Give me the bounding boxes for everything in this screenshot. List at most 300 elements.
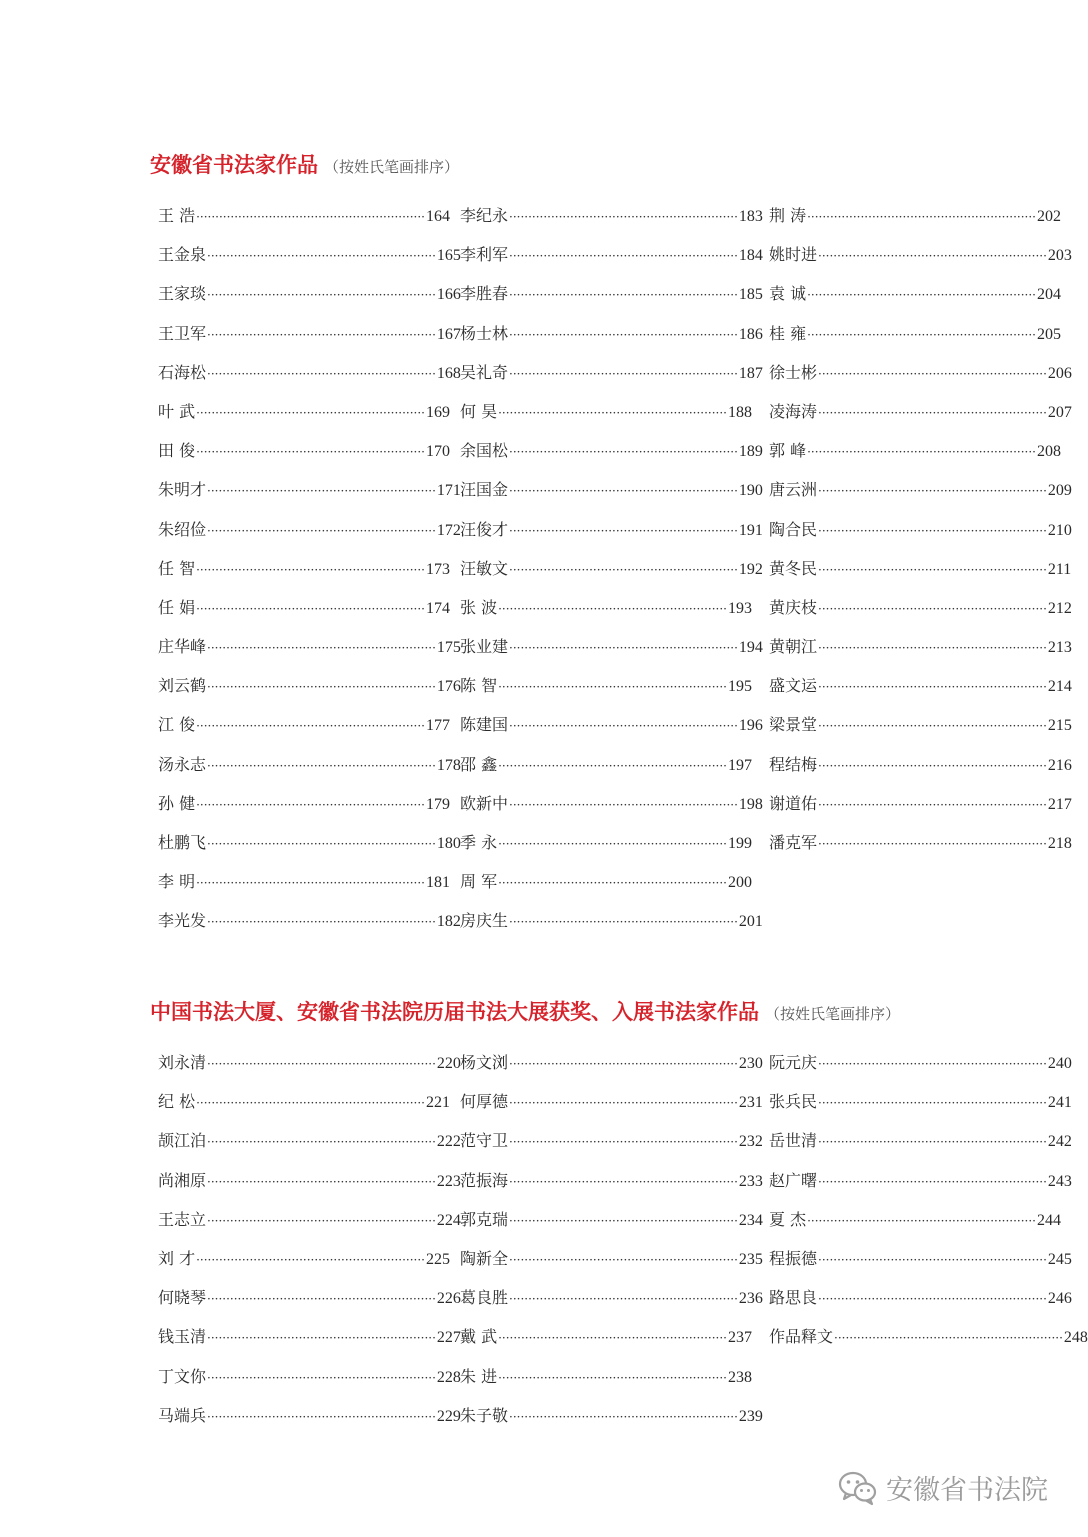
toc-entry-page: 173: [425, 560, 450, 578]
toc-entry-name: 岳世清: [769, 1131, 818, 1151]
toc-entry-name: 黄朝江: [769, 637, 818, 657]
toc-entry-page: 243: [1047, 1172, 1072, 1190]
toc-entry-page: 201: [738, 913, 763, 931]
toc-leader-dots: ····························································: [818, 1252, 1047, 1267]
toc-entry: [460, 1087, 763, 1126]
toc-entry: [460, 1048, 763, 1087]
toc-leader-dots: ····························································: [509, 445, 738, 460]
toc-entry: [158, 1244, 450, 1283]
toc-entry: [769, 750, 1072, 789]
toc-entry-name: 陶新全: [460, 1248, 509, 1268]
toc-entry: [769, 1166, 1072, 1205]
toc-entry-page: 223: [436, 1172, 461, 1190]
toc-entry-page: 171: [436, 482, 461, 500]
toc-entry-page: 166: [436, 286, 461, 304]
toc-entry-name: 黄庆枝: [769, 597, 818, 617]
toc-entry: [158, 1048, 461, 1087]
toc-entry-name: 朱明才: [158, 480, 207, 500]
toc-entry: [158, 1126, 461, 1165]
toc-entry: [769, 1048, 1072, 1087]
toc-entry-name: 李光发: [158, 911, 207, 931]
toc-entry-page: 212: [1047, 599, 1072, 617]
toc-entry: [158, 475, 461, 514]
toc-entry-page: 172: [436, 521, 461, 539]
toc-entry-name: 房庆生: [460, 911, 509, 931]
toc-entry-page: 170: [425, 443, 450, 461]
toc-entry-name: 纪 松: [158, 1092, 196, 1112]
toc-leader-dots: ····························································: [509, 1409, 738, 1424]
toc-entry-page: 245: [1047, 1250, 1072, 1268]
toc-entry-page: 227: [436, 1329, 461, 1347]
toc-leader-dots: ····························································: [207, 1370, 436, 1385]
toc-entry-name: 何晓琴: [158, 1288, 207, 1308]
toc-entry: [460, 906, 763, 945]
toc-entry: [460, 397, 752, 436]
toc-column-1: [158, 201, 461, 946]
toc-entry-page: 179: [425, 795, 450, 813]
toc-leader-dots: ····························································: [509, 210, 738, 224]
section-title-note: （按姓氏笔画排序）: [765, 1005, 901, 1023]
toc-entry: [460, 671, 752, 710]
toc-leader-dots: ····························································: [196, 1252, 425, 1267]
toc-entry-name: 吴礼奇: [460, 362, 509, 382]
toc-leader-dots: ····························································: [207, 915, 436, 930]
toc-entry: [769, 1322, 1088, 1361]
toc-entry-page: 216: [1047, 756, 1072, 774]
toc-leader-dots: ····························································: [818, 366, 1047, 381]
toc-leader-dots: ····························································: [207, 758, 436, 773]
toc-entry-page: 222: [436, 1133, 461, 1151]
toc-entry-name: 郭克瑞: [460, 1209, 509, 1229]
toc-entry-name: 程振德: [769, 1248, 818, 1268]
toc-entry-name: 马端兵: [158, 1405, 207, 1425]
toc-entry: [460, 436, 763, 475]
toc-entry-name: 何厚德: [460, 1092, 509, 1112]
toc-entry-page: 241: [1047, 1094, 1072, 1112]
toc-entry: [460, 632, 763, 671]
toc-entry-page: 196: [738, 717, 763, 735]
section-title: [150, 150, 459, 182]
toc-leader-dots: ····························································: [807, 327, 1036, 342]
toc-entry: [460, 1283, 763, 1322]
toc-entry-page: 189: [738, 443, 763, 461]
toc-entry-page: 165: [436, 247, 461, 265]
toc-leader-dots: ····························································: [498, 680, 727, 695]
toc-leader-dots: ····························································: [509, 1096, 738, 1111]
toc-entry: [158, 1322, 461, 1361]
toc-entry-page: 233: [738, 1172, 763, 1190]
toc-leader-dots: ····························································: [207, 249, 436, 264]
toc-entry: [460, 1401, 763, 1440]
section-title-text: 安徽省书法家作品: [150, 153, 318, 177]
toc-entry: [158, 358, 461, 397]
toc-entry: [460, 1362, 752, 1401]
toc-leader-dots: ····························································: [818, 1096, 1047, 1111]
toc-entry-name: 杨文浏: [460, 1053, 509, 1072]
toc-leader-dots: ····························································: [196, 876, 425, 891]
wechat-icon: [838, 1470, 878, 1506]
toc-entry-name: 袁 诚: [769, 284, 807, 304]
toc-leader-dots: ····························································: [509, 249, 738, 264]
toc-entry-page: 214: [1047, 678, 1072, 696]
toc-entry-name: 杜鹏飞: [158, 833, 207, 852]
toc-entry-page: 206: [1047, 364, 1072, 382]
toc-entry-name: 余国松: [460, 441, 509, 461]
toc-entry-page: 234: [738, 1211, 763, 1229]
toc-entry-name: 陈建国: [460, 715, 509, 735]
toc-entry: [460, 750, 752, 789]
toc-leader-dots: ····························································: [807, 288, 1036, 303]
toc-entry-page: 194: [738, 639, 763, 657]
toc-leader-dots: ····························································: [818, 1292, 1047, 1307]
toc-entry-page: 185: [738, 286, 763, 304]
toc-entry-page: 209: [1047, 482, 1072, 500]
toc-entry-name: 欧新中: [460, 793, 509, 813]
toc-leader-dots: ····························································: [207, 1135, 436, 1150]
toc-entry-page: 236: [738, 1290, 763, 1308]
toc-leader-dots: ····························································: [509, 1252, 738, 1267]
toc-entry: [158, 671, 461, 710]
toc-entry: [460, 593, 752, 632]
toc-entry-page: 177: [425, 717, 450, 735]
toc-leader-dots: ····························································: [818, 1057, 1047, 1071]
toc-entry-page: 238: [727, 1368, 752, 1386]
toc-entry: [769, 397, 1072, 436]
toc-leader-dots: ····························································: [818, 562, 1047, 577]
toc-entry-page: 232: [738, 1133, 763, 1151]
toc-entry-page: 200: [727, 874, 752, 892]
toc-entry-page: 239: [738, 1407, 763, 1425]
toc-leader-dots: ····························································: [498, 758, 727, 773]
toc-entry-name: 丁文你: [158, 1366, 207, 1386]
toc-entry: [158, 279, 461, 318]
toc-leader-dots: ····························································: [509, 797, 738, 812]
toc-leader-dots: ····························································: [509, 288, 738, 303]
toc-entry-page: 178: [436, 756, 461, 774]
toc-entry-name: 汤永志: [158, 754, 207, 774]
toc-entry-name: 杨士林: [460, 323, 509, 343]
toc-entry-page: 191: [738, 521, 763, 539]
toc-entry: [769, 828, 1072, 867]
toc-entry-name: 邵 鑫: [460, 754, 498, 774]
toc-leader-dots: ····························································: [207, 1174, 436, 1189]
toc-entry: [460, 554, 763, 593]
toc-leader-dots: ····························································: [207, 288, 436, 303]
toc-entry-page: 208: [1036, 443, 1061, 461]
toc-leader-dots: ····························································: [207, 641, 436, 656]
toc-entry-page: 237: [727, 1329, 752, 1347]
toc-entry: [158, 1401, 461, 1440]
toc-entry: [460, 789, 763, 828]
toc-entry-page: 230: [738, 1055, 763, 1072]
toc-entry-name: 王家琰: [158, 284, 207, 304]
toc-entry-name: 季 永: [460, 833, 498, 852]
toc-entry: [158, 240, 461, 279]
toc-entry-name: 颉江泊: [158, 1131, 207, 1151]
toc-entry-name: 朱子敬: [460, 1405, 509, 1425]
toc-entry: [158, 201, 450, 240]
toc-leader-dots: ····························································: [196, 1096, 425, 1111]
toc-entry-page: 186: [738, 325, 763, 343]
toc-leader-dots: ····························································: [509, 1135, 738, 1150]
toc-entry: [769, 1126, 1072, 1165]
toc-entry-page: 220: [436, 1055, 461, 1072]
toc-entry-page: 204: [1036, 286, 1061, 304]
toc-leader-dots: ····························································: [196, 601, 425, 616]
toc-entry-name: 徐士彬: [769, 362, 818, 382]
toc-entry-page: 195: [727, 678, 752, 696]
toc-entry-name: 路思良: [769, 1288, 818, 1308]
toc-leader-dots: ····························································: [498, 601, 727, 616]
toc-entry: [769, 240, 1072, 279]
toc-leader-dots: ····························································: [509, 1292, 738, 1307]
toc-entry-page: 218: [1047, 835, 1072, 852]
toc-leader-dots: ····························································: [207, 1213, 436, 1228]
toc-entry-page: 224: [436, 1211, 461, 1229]
toc-entry: [769, 671, 1072, 710]
toc-entry-name: 周 军: [460, 872, 498, 892]
toc-entry: [769, 475, 1072, 514]
toc-entry-name: 任 智: [158, 558, 196, 578]
toc-entry-name: 何 昊: [460, 401, 498, 421]
toc-entry-page: 242: [1047, 1133, 1072, 1151]
toc-entry: [460, 1244, 763, 1283]
toc-leader-dots: ····························································: [207, 1331, 436, 1346]
toc-entry-page: 229: [436, 1407, 461, 1425]
toc-entry: [769, 319, 1061, 358]
toc-entry: [769, 279, 1061, 318]
toc-leader-dots: ····························································: [196, 445, 425, 460]
toc-leader-dots: ····························································: [818, 523, 1047, 538]
toc-entry-name: 刘 才: [158, 1248, 196, 1268]
toc-entry-page: 181: [425, 874, 450, 892]
toc-entry-name: 戴 武: [460, 1327, 498, 1347]
toc-leader-dots: ····························································: [818, 1135, 1047, 1150]
toc-entry-name: 庄华峰: [158, 637, 207, 657]
toc-entry: [158, 789, 450, 828]
toc-leader-dots: ····························································: [818, 601, 1047, 616]
toc-entry: [158, 906, 461, 945]
toc-entry: [460, 867, 752, 906]
toc-leader-dots: ····························································: [207, 680, 436, 695]
toc-leader-dots: ····························································: [818, 719, 1047, 734]
toc-entry: [158, 1283, 461, 1322]
toc-entry-name: 陶合民: [769, 519, 818, 539]
toc-column-2: [460, 201, 763, 946]
toc-entry-page: 225: [425, 1250, 450, 1268]
toc-entry-name: 王志立: [158, 1209, 207, 1229]
toc-entry: [460, 201, 763, 240]
toc-entry: [460, 1322, 752, 1361]
toc-entry-name: 姚时进: [769, 245, 818, 265]
toc-entry-page: 184: [738, 247, 763, 265]
toc-leader-dots: ····························································: [509, 484, 738, 499]
toc-entry: [460, 475, 763, 514]
toc-entry-page: 207: [1047, 403, 1072, 421]
toc-entry-name: 桂 雍: [769, 323, 807, 343]
toc-entry: [460, 279, 763, 318]
toc-entry-page: 210: [1047, 521, 1072, 539]
toc-entry-name: 王 浩: [158, 206, 196, 225]
toc-entry-page: 213: [1047, 639, 1072, 657]
toc-entry: [769, 1283, 1072, 1322]
toc-leader-dots: ····························································: [207, 1292, 436, 1307]
toc-entry-page: 182: [436, 913, 461, 931]
toc-entry-page: 167: [436, 325, 461, 343]
toc-entry: [460, 1166, 763, 1205]
toc-entry-name: 唐云洲: [769, 480, 818, 500]
toc-entry-name: 王卫军: [158, 323, 207, 343]
toc-entry: [460, 710, 763, 749]
toc-leader-dots: ····························································: [818, 405, 1047, 420]
toc-leader-dots: ····························································: [818, 797, 1047, 812]
toc-entry: [158, 1362, 461, 1401]
toc-leader-dots: ····························································: [834, 1331, 1063, 1346]
toc-entry-page: 192: [738, 560, 763, 578]
toc-leader-dots: ····························································: [498, 837, 727, 851]
toc-column-3: [769, 201, 1072, 867]
toc-entry-name: 范守卫: [460, 1131, 509, 1151]
toc-entry-page: 188: [727, 403, 752, 421]
toc-entry: [158, 593, 450, 632]
toc-entry: [158, 750, 461, 789]
toc-leader-dots: ····························································: [509, 366, 738, 381]
toc-leader-dots: ····························································: [509, 915, 738, 930]
toc-entry-page: 211: [1047, 560, 1072, 578]
toc-entry: [460, 1205, 763, 1244]
toc-entry-name: 朱绍俭: [158, 519, 207, 539]
toc-entry-page: 226: [436, 1290, 461, 1308]
toc-leader-dots: ····························································: [207, 327, 436, 342]
toc-entry-name: 盛文运: [769, 676, 818, 696]
toc-entry-name: 李纪永: [460, 206, 509, 225]
toc-leader-dots: ····························································: [196, 210, 425, 224]
toc-entry-page: 180: [436, 835, 461, 852]
section-title-note: （按姓氏笔画排序）: [324, 158, 460, 176]
toc-entry-page: 202: [1036, 208, 1061, 225]
toc-leader-dots: ····························································: [498, 1370, 727, 1385]
toc-leader-dots: ····························································: [207, 1057, 436, 1071]
toc-leader-dots: ····························································: [207, 837, 436, 851]
toc-entry-name: 汪俊才: [460, 519, 509, 539]
toc-entry-name: 张业建: [460, 637, 509, 657]
toc-leader-dots: ····························································: [807, 445, 1036, 460]
toc-leader-dots: ····························································: [207, 1409, 436, 1424]
toc-column-3: [769, 1048, 1088, 1362]
toc-leader-dots: ····························································: [818, 484, 1047, 499]
toc-leader-dots: ····························································: [207, 366, 436, 381]
toc-leader-dots: ····························································: [818, 249, 1047, 264]
toc-entry: [460, 319, 763, 358]
toc-entry-name: 作品释文: [769, 1327, 834, 1347]
toc-entry-name: 田 俊: [158, 441, 196, 461]
toc-leader-dots: ····························································: [196, 562, 425, 577]
toc-entry: [769, 201, 1061, 240]
toc-entry-name: 张兵民: [769, 1092, 818, 1112]
toc-entry-page: 199: [727, 835, 752, 852]
toc-entry-name: 刘云鹤: [158, 676, 207, 696]
toc-entry-name: 孙 健: [158, 793, 196, 813]
toc-entry-name: 汪国金: [460, 480, 509, 500]
toc-entry-name: 梁景堂: [769, 715, 818, 735]
toc-column-2: [460, 1048, 763, 1440]
toc-entry-name: 李胜春: [460, 284, 509, 304]
toc-entry-name: 任 娟: [158, 597, 196, 617]
toc-entry: [769, 436, 1061, 475]
toc-entry-name: 张 波: [460, 597, 498, 617]
toc-entry-name: 尚湘原: [158, 1170, 207, 1190]
toc-entry: [769, 554, 1072, 593]
toc-entry: [158, 554, 450, 593]
toc-entry-page: 190: [738, 482, 763, 500]
section-title: [150, 997, 900, 1029]
toc-entry: [158, 319, 461, 358]
toc-leader-dots: ····························································: [509, 719, 738, 734]
toc-leader-dots: ····························································: [196, 797, 425, 812]
toc-entry: [158, 867, 450, 906]
toc-leader-dots: ····························································: [498, 876, 727, 891]
toc-entry-name: 郭 峰: [769, 441, 807, 461]
toc-entry: [158, 1205, 461, 1244]
toc-entry-name: 程结梅: [769, 754, 818, 774]
toc-leader-dots: ····························································: [818, 1174, 1047, 1189]
toc-entry: [769, 593, 1072, 632]
toc-entry: [460, 515, 763, 554]
toc-leader-dots: ····························································: [509, 523, 738, 538]
toc-entry-page: 169: [425, 403, 450, 421]
toc-entry: [158, 710, 450, 749]
toc-entry-page: 198: [738, 795, 763, 813]
toc-entry-name: 汪敏文: [460, 558, 509, 578]
section-title-text: 中国书法大厦、安徽省书法院历届书法大展获奖、入展书法家作品: [150, 1000, 759, 1024]
toc-leader-dots: ····························································: [509, 1213, 738, 1228]
toc-entry-page: 246: [1047, 1290, 1072, 1308]
toc-entry-name: 石海松: [158, 362, 207, 382]
toc-entry-page: 235: [738, 1250, 763, 1268]
toc-entry-name: 江 俊: [158, 715, 196, 735]
toc-entry-name: 阮元庆: [769, 1053, 818, 1072]
toc-entry-name: 夏 杰: [769, 1209, 807, 1229]
toc-leader-dots: ····························································: [196, 405, 425, 420]
toc-entry-name: 范振海: [460, 1170, 509, 1190]
toc-entry: [769, 358, 1072, 397]
toc-entry-page: 175: [436, 639, 461, 657]
toc-leader-dots: ····························································: [196, 719, 425, 734]
toc-leader-dots: ····························································: [807, 210, 1036, 224]
toc-entry-name: 王金泉: [158, 245, 207, 265]
toc-leader-dots: ····························································: [509, 641, 738, 656]
toc-entry-page: 193: [727, 599, 752, 617]
toc-leader-dots: ····························································: [509, 1174, 738, 1189]
toc-entry: [460, 358, 763, 397]
toc-entry-page: 174: [425, 599, 450, 617]
toc-leader-dots: ····························································: [807, 1213, 1036, 1228]
toc-leader-dots: ····························································: [498, 405, 727, 420]
toc-entry-page: 215: [1047, 717, 1072, 735]
toc-entry: [460, 828, 752, 867]
toc-entry-page: 231: [738, 1094, 763, 1112]
toc-entry-page: 203: [1047, 247, 1072, 265]
toc-column-1: [158, 1048, 461, 1440]
toc-leader-dots: ····························································: [498, 1331, 727, 1346]
toc-entry: [769, 1244, 1072, 1283]
toc-entry-name: 李利军: [460, 245, 509, 265]
toc-entry-name: 陈 智: [460, 676, 498, 696]
toc-entry-page: 183: [738, 208, 763, 225]
toc-entry-page: 176: [436, 678, 461, 696]
toc-entry: [460, 1126, 763, 1165]
toc-leader-dots: ····························································: [207, 523, 436, 538]
